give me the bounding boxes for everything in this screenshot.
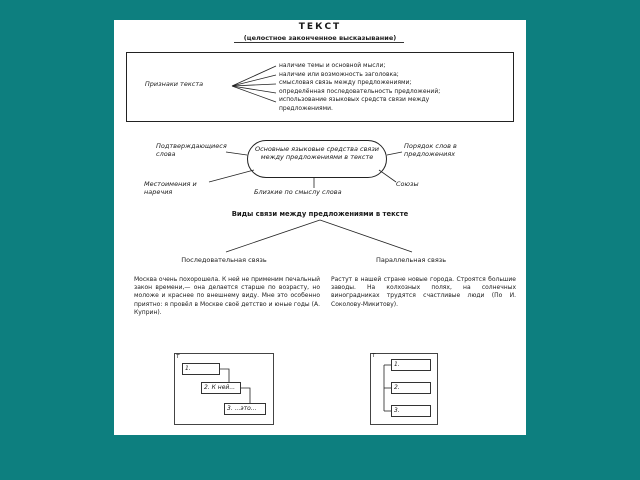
sequential-diagram-corner: Т xyxy=(176,354,180,360)
feature-item: наличие или возможность заголовка; xyxy=(279,70,399,78)
feature-item: смысловая связь между предложениями; xyxy=(279,79,412,87)
parallel-diagram-corner: Т xyxy=(372,353,376,359)
feature-item: наличие темы и основной мысли; xyxy=(279,62,386,69)
parallel-box-1: 1. xyxy=(391,359,431,371)
means-key-words: Подтверждающиеся слова xyxy=(156,142,227,158)
parallel-text: Растут в нашей стране новые города. Строятся большие заводы. На колхозных полях, на солнечных виноградниках трудятся счастливые люди (По И. Соколову-Микитову). xyxy=(331,276,516,308)
sequential-title: Последовательная связь xyxy=(181,256,267,264)
types-heading: Виды связи между предложениями в тексте xyxy=(231,210,409,218)
parallel-title: Параллельная связь xyxy=(375,256,447,264)
sequential-text: Москва очень похорошела. К ней не применим печальный закон времени,— она делается старше по возрасту, но моложе и краснее по внешнему виду. Мне это особенно приятно: я провёл в Москве своё детство и юные годы (А. Куприн). xyxy=(134,276,320,316)
sequential-box-2: 2. К ней... xyxy=(201,382,241,394)
page-subtitle: (целостное законченное высказывание) xyxy=(243,34,397,42)
page-title: ТЕКСТ xyxy=(298,22,342,32)
feature-item: использование языковых средств связи между xyxy=(279,96,430,104)
sequential-box-3: 3. ...это... xyxy=(224,403,266,415)
textbook-page xyxy=(114,20,526,435)
parallel-box-3: 3. xyxy=(391,405,431,417)
feature-item: определённая последовательность предложений; xyxy=(279,87,441,95)
sequential-box-1: 1. xyxy=(182,363,220,375)
means-related-words: Близкие по смыслу слова xyxy=(254,188,342,196)
means-pronouns: Местоимения и наречия xyxy=(144,180,197,196)
connector-lines xyxy=(114,20,526,435)
feature-item: предложениями. xyxy=(279,104,333,112)
means-word-order: Порядок слов в предложениях xyxy=(404,142,457,158)
features-label: Признаки текста xyxy=(144,80,204,88)
means-center-oval: Основные языковые средства связи между предложениями в тексте xyxy=(247,140,387,178)
means-conjunctions: Союзы xyxy=(396,180,419,188)
parallel-box-2: 2. xyxy=(391,382,431,394)
